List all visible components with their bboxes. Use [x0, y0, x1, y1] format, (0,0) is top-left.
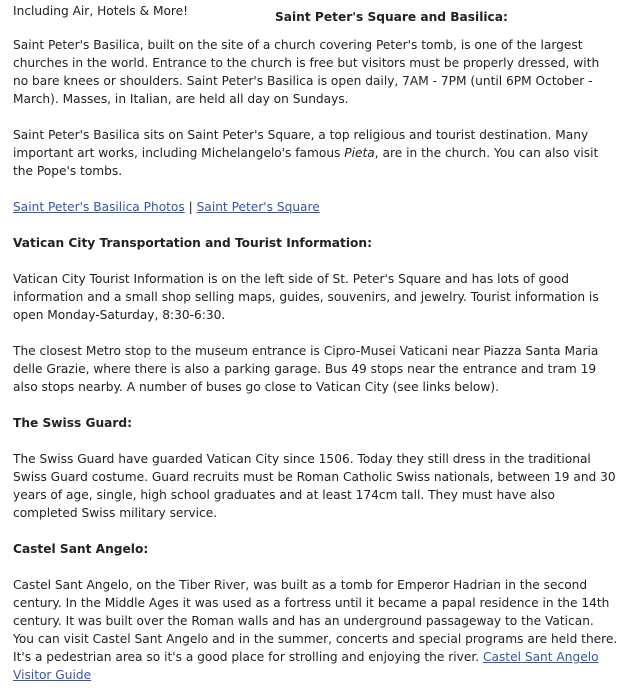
article [13, 0, 618, 684]
section-heading-swiss-guard: The Swiss Guard: [13, 416, 132, 430]
promo-text: Including Air, Hotels & More! [13, 4, 189, 18]
basilica-paragraph-2: Saint Peter's Basilica sits on Saint Peter's Square, a top religious and tourist destination. Many important art works, including Michelangelo's famous Pieta, are in the church. You can also visit the Pope's tombs. [13, 128, 599, 178]
basilica-photos-link[interactable]: Saint Peter's Basilica Photos [13, 200, 185, 214]
section-heading-saint-peters: Saint Peter's Square and Basilica: [275, 10, 508, 24]
basilica-paragraph-1: Saint Peter's Basilica, built on the site of a church covering Peter's tomb, is one of the largest churches in the world. Entrance to the church is free but visitors must be properly dressed, with no bare knees or shoulders. Saint Peter's Basilica is open daily, 7AM - 7PM (until 6PM October - March). Masses, in Italian, are held all day on Sundays. [13, 38, 600, 106]
castel-paragraph: Castel Sant Angelo, on the Tiber River, was built as a tomb for Emperor Hadrian in the second century. In the Middle Ages it was used as a fortress until it became a papal residence in the 14th century. It was built over the Roman walls and has an underground passageway to the Vatican. You can visit Castel Sant Angelo and in the summer, concerts and special programs are held there. It's a pedestrian area so it's a good place for strolling and enjoying the river. Castel Sant Angelo Visitor Guide [13, 578, 618, 682]
section-heading-transportation: Vatican City Transportation and Tourist Information: [13, 236, 372, 250]
transport-paragraph-2: The closest Metro stop to the museum entrance is Cipro-Musei Vaticani near Piazza Santa Maria delle Grazie, where there is also a parking garage. Bus 49 stops near the entrance and tram 19 also stops nearby. A number of buses go close to Vatican City (see links below). [13, 344, 599, 394]
basilica-links [13, 198, 618, 216]
transport-paragraph-1: Vatican City Tourist Information is on the left side of St. Peter's Square and has lots of good information and a small shop selling maps, guides, souvenirs, and jewelry. Tourist information is open Monday-Saturday, 8:30-6:30. [13, 272, 599, 322]
pieta-italic: Pieta [344, 146, 375, 160]
saint-peters-square-link[interactable]: Saint Peter's Square [196, 200, 320, 214]
top-line [13, 0, 618, 36]
swiss-guard-paragraph: The Swiss Guard have guarded Vatican City since 1506. Today they still dress in the traditional Swiss Guard costume. Guard recruits must be Roman Catholic Swiss nationals, between 19 and 30 years of age, single, high school graduates and at least 174cm tall. They must have also completed Swiss military service. [13, 452, 616, 520]
link-separator: | [184, 200, 197, 214]
section-heading-castel-sant-angelo: Castel Sant Angelo: [13, 542, 149, 556]
castel-visitor-guide-link[interactable]: Castel Sant Angelo Visitor Guide [13, 650, 599, 682]
